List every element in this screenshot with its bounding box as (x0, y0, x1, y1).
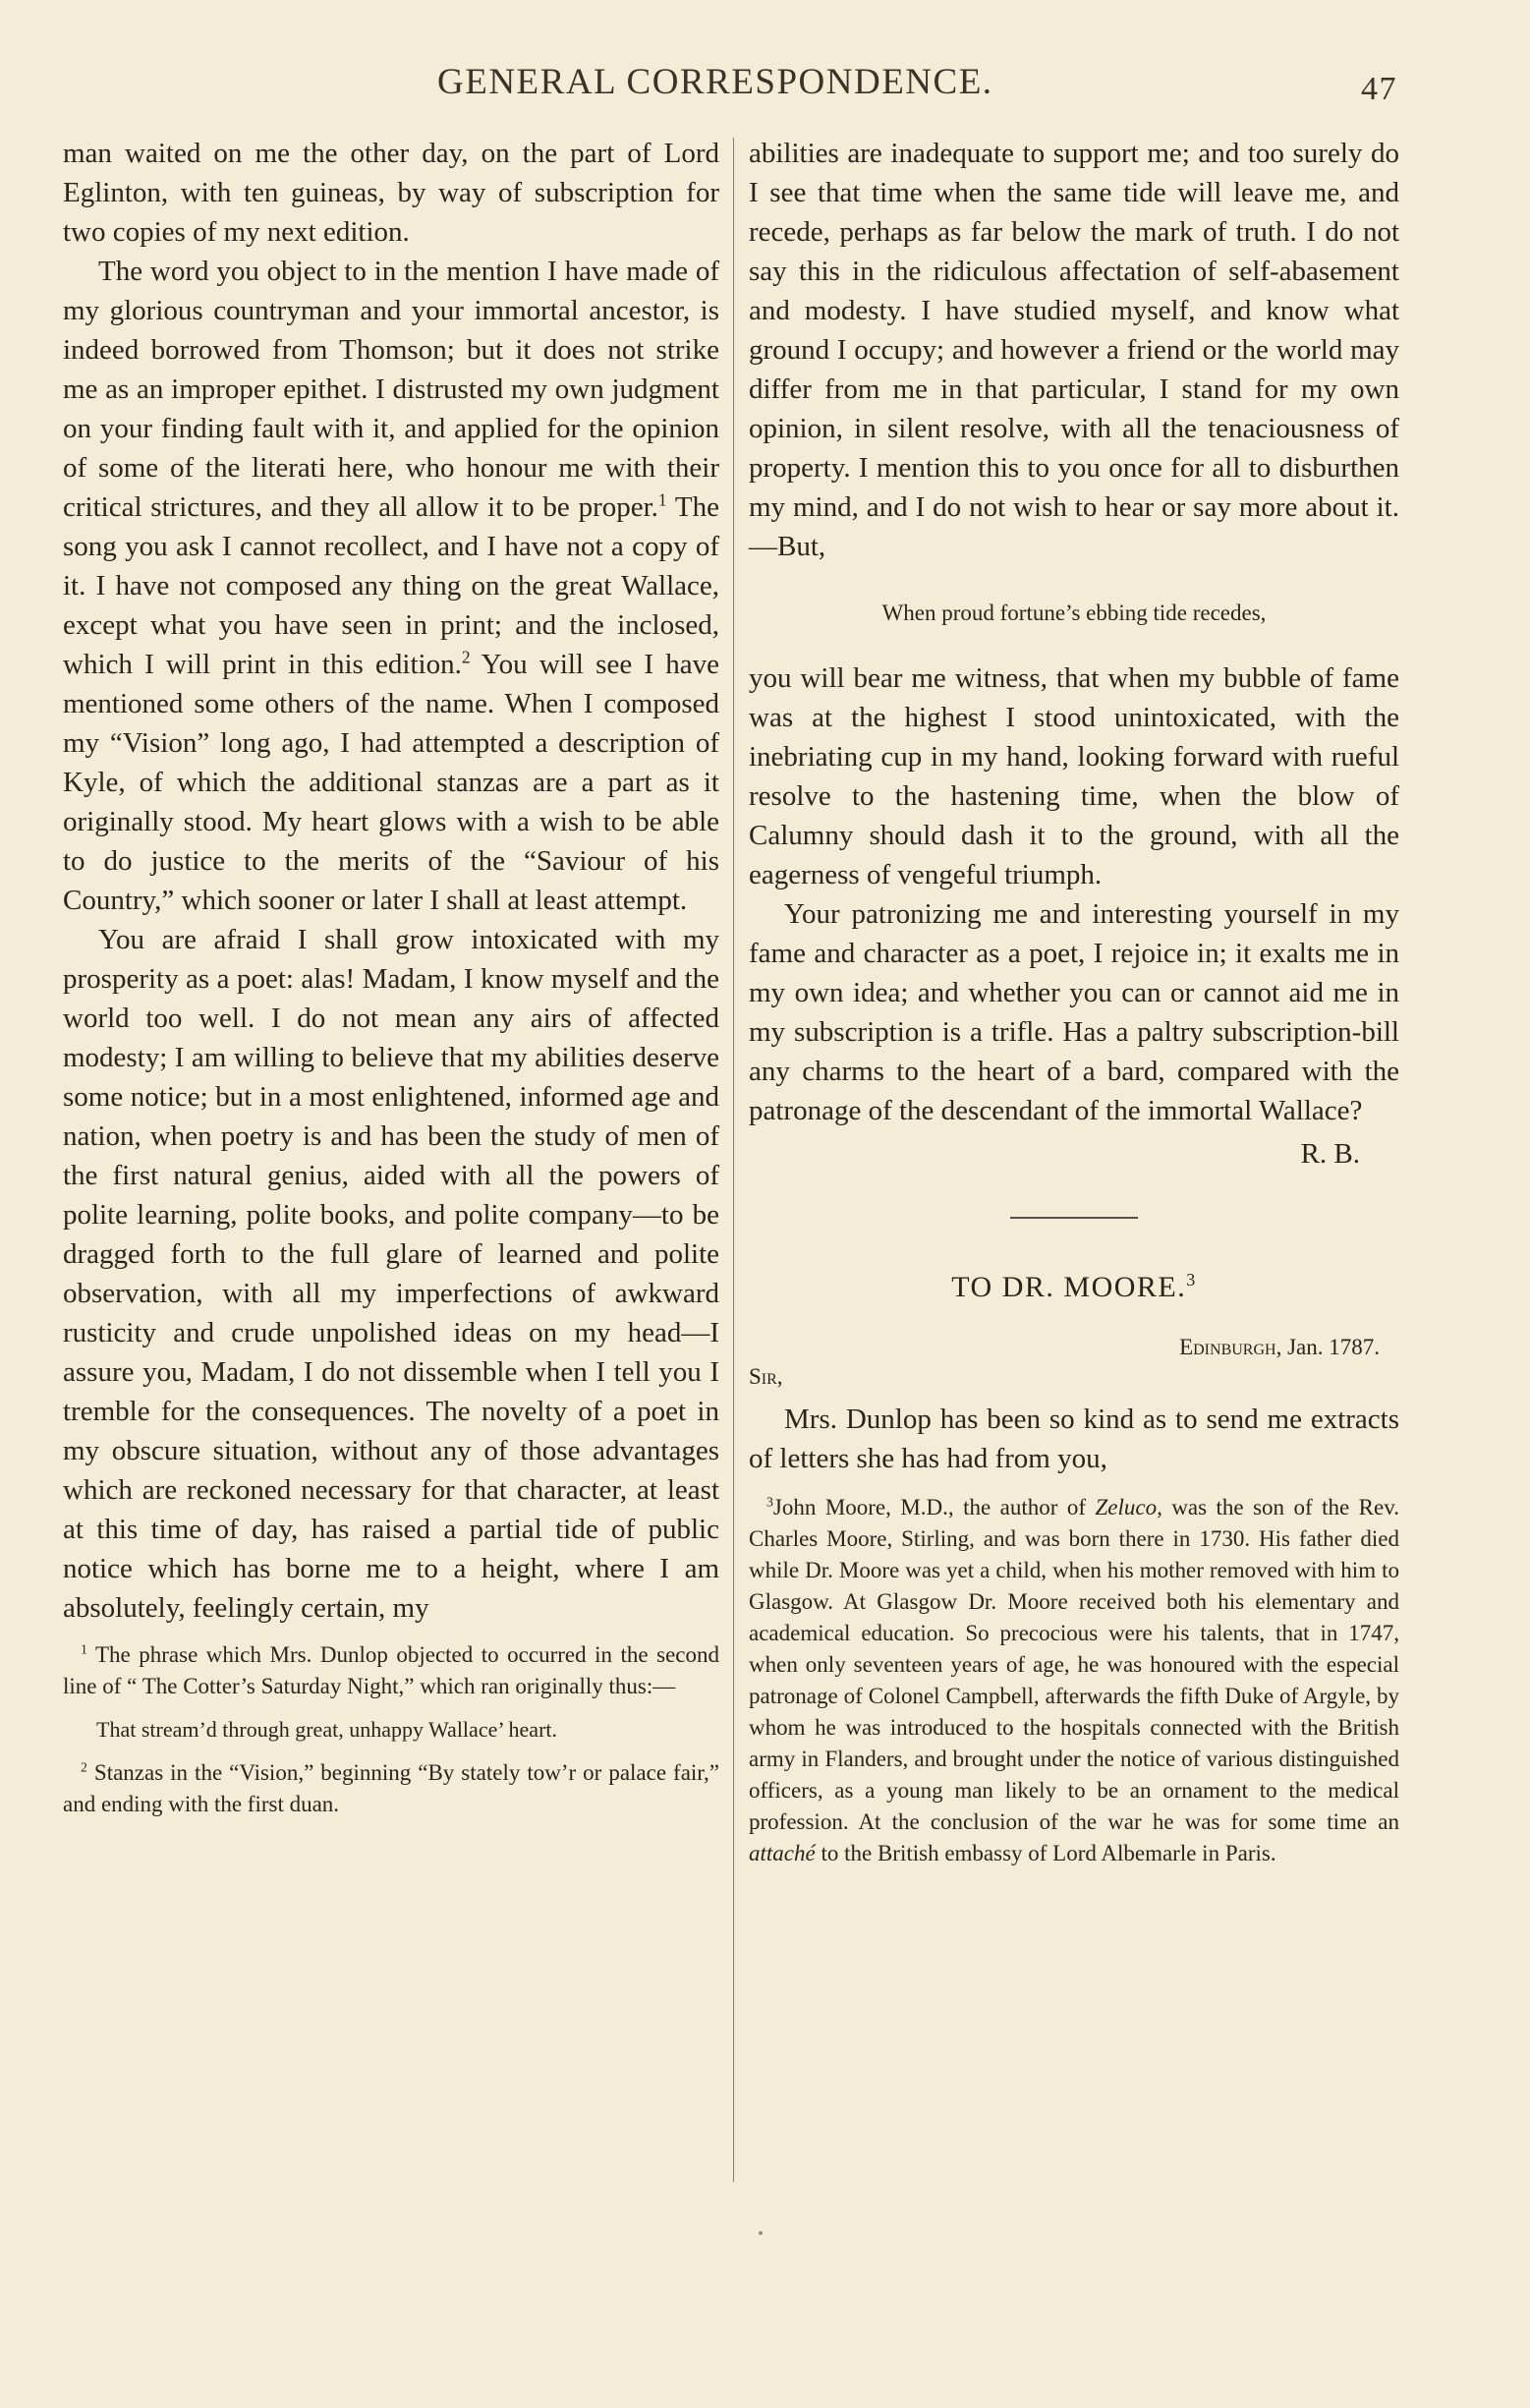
footnote-3-text-c: to the British embassy of Lord Albemarle in Paris. (815, 1841, 1276, 1865)
footnote-ref-1: 1 (657, 489, 667, 510)
dateline (749, 1333, 1399, 1362)
footnote-2 (63, 1757, 719, 1820)
right-footnotes (749, 1492, 1399, 1869)
footnote-3-italic-2: attaché (749, 1841, 816, 1865)
left-paragraph-1: man waited on me the other day, on the part of Lord Eglinton, with ten guineas, by way of subscription for two copies of my next edition. (63, 138, 719, 248)
signature: R. B. (1300, 1138, 1360, 1170)
ink-speck (759, 2231, 763, 2235)
running-head-title: GENERAL CORRESPONDENCE. (437, 62, 993, 102)
column-divider (733, 138, 734, 2182)
footnote-2-text: Stanzas in the “Vision,” beginning “By stately tow’r or palace fair,” and ending with the first duan. (63, 1760, 719, 1816)
right-paragraph-4: Mrs. Dunlop has been so kind as to send me extracts of letters she has had from you, (749, 1404, 1399, 1474)
right-paragraph-1: abilities are inadequate to support me; and too surely do I see that time when the same tide will leave me, and recede, perhaps as far below the mark of truth. I do not say this in the ridiculous affectation of self-abasement and modesty. I have studied myself, and know what ground I occupy; and however a friend or the world may differ from me in that particular, I stand for my own opinion, in silent resolve, with all the tenaciousness of property. I mention this to you once for all to disburthen my mind, and I do not wish to hear or say more about it.—But, (749, 138, 1399, 562)
letter-heading (749, 1268, 1399, 1307)
dateline-place: Edinburgh, (1179, 1335, 1282, 1359)
right-column (749, 134, 1399, 1869)
left-column (63, 134, 719, 1820)
footnote-2-mark: 2 (81, 1759, 87, 1775)
left-paragraph-2-part-a: The word you object to in the mention I have made of my glorious countryman and your immortal ancestor, is indeed borrowed from Thomson; but it does not strike me as an improper epithet. I distrusted my own judgment on your finding fault with it, and applied for the opinion of some of the literati here, who honour me with their critical strictures, and they all allow it to be proper. (63, 256, 719, 523)
footnote-3-italic: Zeluco, (1095, 1495, 1162, 1519)
footnote-1-mark: 1 (81, 1641, 87, 1657)
left-paragraph-2 (63, 252, 719, 920)
right-paragraph-2: you will bear me witness, that when my bubble of fame was at the highest I stood unintoxicated, with the inebriating cup in my hand, looking forward with rueful resolve to the hastening time, when the blow of Calumny should dash it to the ground, with all the eagerness of vengeful triumph. (749, 662, 1399, 890)
salutation: Sir, (749, 1364, 783, 1389)
dateline-date: Jan. 1787. (1281, 1335, 1380, 1359)
verse-line: When proud fortune’s ebbing tide recedes, (881, 601, 1267, 625)
left-paragraph-2-part-c: You will see I have mentioned some others of the name. When I composed my “Vision” long ago, I had attempted a description of Kyle, of which the additional stanzas are a part as it originally stood. My heart glows with a wish to be able to do justice to the merits of the “Saviour of his Country,” which sooner or later I shall at least attempt. (63, 649, 719, 916)
left-paragraph-2-part-b: The song you ask I cannot recollect, and I have not a copy of it. I have not composed any thing on the great Wallace, except what you have seen in print; and the inclosed, which I will print in this edition. (63, 491, 719, 680)
left-paragraph-3: You are afraid I shall grow intoxicated with my prosperity as a poet: alas! Madam, I know myself and the world too well. I do not mean any airs of affected modesty; I am willing to believe that my abilities deserve some notice; but in a most enlightened, informed age and nation, when poetry is and has been the study of men of the first natural genius, aided with all the powers of polite learning, polite books, and polite company—to be dragged forth to the full glare of learned and polite observation, with all my imperfections of awkward rusticity and crude unpolished ideas on my head—I assure you, Madam, I do not dissemble when I tell you I tremble for the consequences. The novelty of a poet in my obscure situation, without any of those advantages which are reckoned necessary for that character, at least at this time of day, has raised a partial tide of public notice which has borne me to a height, where I am absolutely, feelingly certain, my (63, 924, 719, 1624)
footnote-3-text-a: John Moore, M.D., the author of (772, 1495, 1096, 1519)
page-number: 47 (1361, 71, 1397, 107)
footnote-ref-3: 3 (1186, 1270, 1197, 1290)
footnote-3-mark: 3 (766, 1494, 773, 1510)
footnote-1 (63, 1639, 719, 1702)
letter-heading-text: TO DR. MOORE. (951, 1271, 1187, 1303)
left-footnotes (63, 1639, 719, 1820)
footnote-3 (749, 1492, 1399, 1869)
footnote-3-text-b: was the son of the Rev. Charles Moore, Stirling, and was born there in 1730. His father died while Dr. Moore was yet a child, when his mother removed with him to Glasgow. At Glasgow Dr. Moore received both his elementary and academical education. So precocious were his talents, that in 1747, when only seventeen years of age, he was honoured with the especial patronage of Colonel Campbell, afterwards the fifth Duke of Argyle, by whom he was introduced to the hospitals connected with the British army in Flanders, and brought under the notice of various distinguished officers, as a young man likely to be an ornament to the medical profession. At the conclusion of the war he was for some time an (749, 1495, 1399, 1834)
right-paragraph-3: Your patronizing me and interesting yourself in my fame and character as a poet, I rejoice in; it exalts me in my own idea; and whether you can or cannot aid me in my subscription is a trifle. Has a paltry subscription-bill any charms to the heart of a bard, compared with the patronage of the descendant of the immortal Wallace? (749, 898, 1399, 1126)
footnote-1-text: The phrase which Mrs. Dunlop objected to occurred in the second line of “ The Cotter’s Saturday Night,” which ran originally thus:— (63, 1642, 719, 1698)
section-rule (1010, 1217, 1138, 1219)
footnote-ref-2: 2 (461, 647, 471, 667)
footnote-1-quote: That stream’d through great, unhappy Wallace’ heart. (96, 1717, 558, 1742)
